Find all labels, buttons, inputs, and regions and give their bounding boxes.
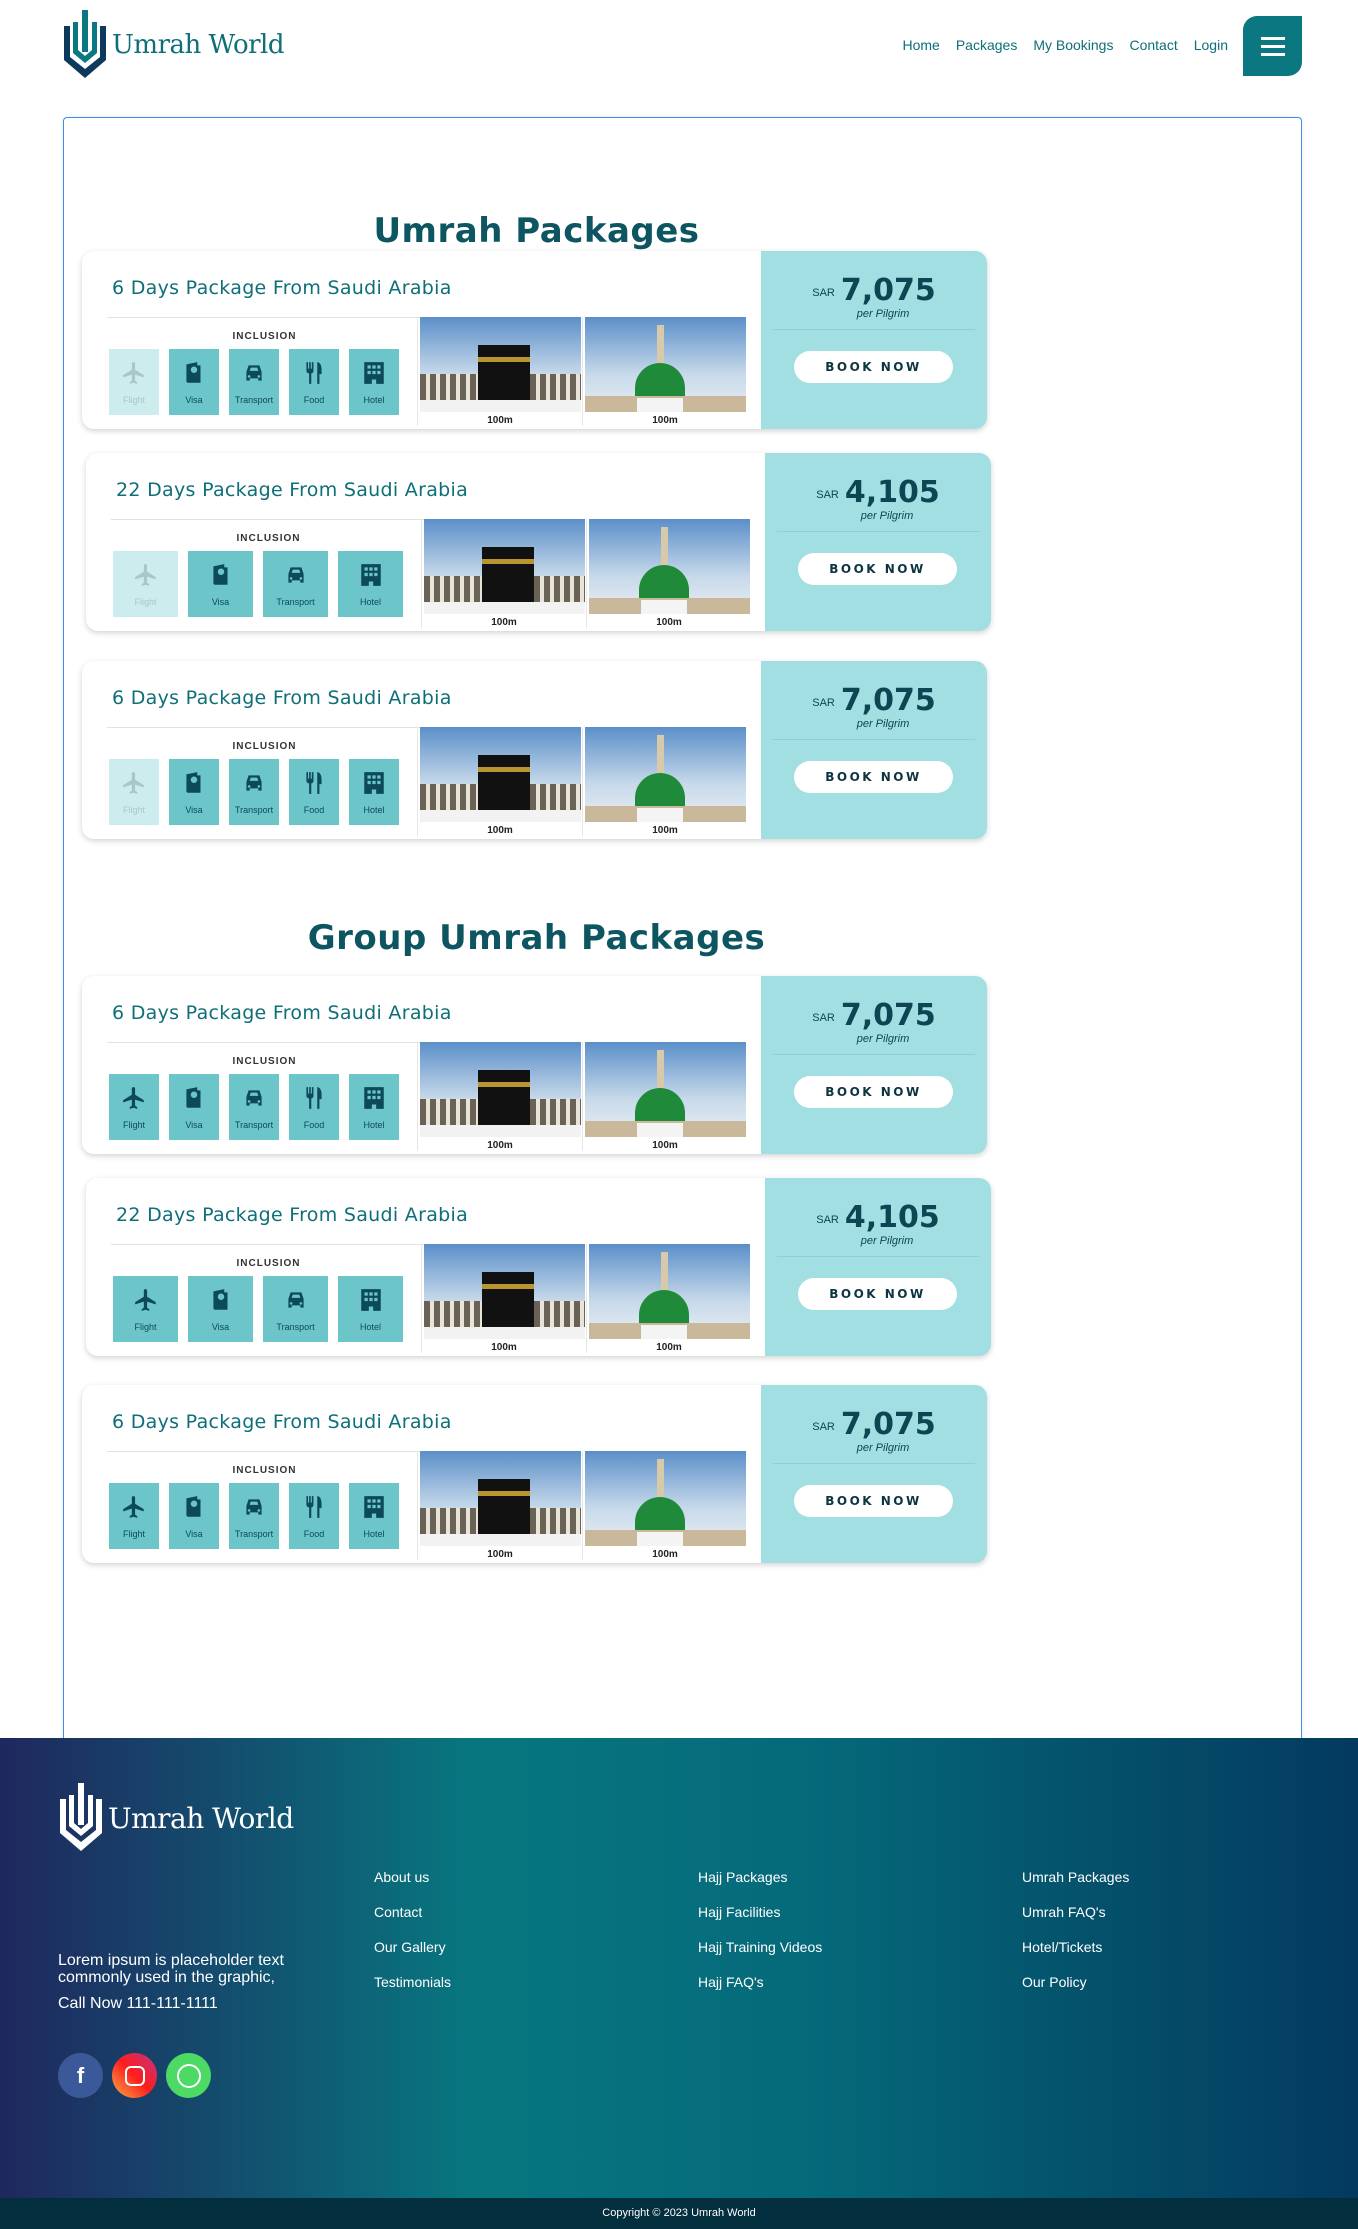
- price-divider: [773, 739, 975, 740]
- prophets-mosque-image: [585, 1451, 746, 1546]
- inclusion-food: [289, 759, 339, 825]
- price-row: [761, 998, 987, 1033]
- kaaba-image-box: [417, 317, 582, 426]
- inclusion-tiles: [109, 349, 399, 415]
- inclusion-tiles: [113, 1276, 403, 1342]
- site-footer: [0, 1738, 1358, 2198]
- price-row: [765, 1200, 991, 1235]
- inclusion-label-text: Transport: [276, 1321, 315, 1332]
- distance-label: 100m: [487, 825, 513, 836]
- facebook-icon[interactable]: f: [58, 2053, 103, 2098]
- car-icon: [241, 1494, 267, 1525]
- footer-link-hajj-training[interactable]: Hajj Training Videos: [698, 1939, 823, 1955]
- distance-label: 100m: [487, 1549, 513, 1560]
- brand-logo[interactable]: [62, 10, 284, 80]
- inclusion-hotel: [349, 349, 399, 415]
- price-amount: 4,105: [844, 475, 940, 510]
- inclusion-label-text: Visa: [185, 394, 203, 405]
- inclusion-label-text: Food: [303, 1119, 325, 1130]
- footer-link-hajj-faqs[interactable]: Hajj FAQ's: [698, 1974, 764, 1990]
- inclusion-label: INCLUSION: [232, 1465, 297, 1476]
- inclusion-label-text: Hotel: [359, 1321, 381, 1332]
- distance-label: 100m: [487, 415, 513, 426]
- inclusion-label-text: Visa: [211, 1321, 230, 1332]
- inclusion-label-text: Visa: [211, 596, 230, 607]
- price-row: [765, 475, 991, 510]
- footer-link-contact[interactable]: Contact: [374, 1904, 423, 1920]
- inclusion-tiles: [109, 1483, 399, 1549]
- inclusion-hotel: [349, 1074, 399, 1140]
- inclusion-label-text: Visa: [185, 804, 203, 815]
- inclusion-label-text: Hotel: [363, 804, 385, 815]
- hamburger-icon-bar: [1261, 45, 1285, 48]
- inclusion-tiles: [109, 759, 399, 825]
- inclusion-visa: [169, 1483, 219, 1549]
- footer-link-gallery[interactable]: Our Gallery: [374, 1939, 446, 1955]
- location-images: [421, 1244, 751, 1353]
- footer-description: Lorem ipsum is placeholder text commonly used in the graphic,: [58, 1952, 284, 1986]
- inclusion-hotel: [349, 759, 399, 825]
- inclusion-transport: [263, 551, 328, 617]
- inclusion-transport: [263, 1276, 328, 1342]
- package-title[interactable]: 6 Days Package From Saudi Arabia: [112, 687, 452, 709]
- price-panel: [761, 661, 987, 839]
- brand-name: Umrah World: [112, 30, 285, 60]
- plane-icon: [133, 562, 159, 593]
- package-title[interactable]: 6 Days Package From Saudi Arabia: [112, 277, 452, 299]
- passport-icon: [208, 562, 234, 593]
- inclusion-label-text: Food: [303, 394, 325, 405]
- prophets-mosque-image-box: [586, 519, 751, 628]
- hotel-icon: [358, 1287, 384, 1318]
- location-images: [417, 1451, 747, 1560]
- inclusion-label-text: Visa: [185, 1528, 203, 1539]
- kaaba-image-box: [417, 1042, 582, 1151]
- location-images: [417, 1042, 747, 1151]
- hotel-icon: [361, 360, 387, 391]
- price-unit: per Pilgrim: [856, 1442, 910, 1454]
- passport-icon: [181, 1085, 207, 1116]
- inclusion-food: [289, 1483, 339, 1549]
- footer-phone[interactable]: Call Now 111-111-1111: [58, 1995, 218, 2012]
- kaaba-image: [420, 1451, 581, 1546]
- price-panel: [765, 1178, 991, 1356]
- inclusion-label-text: Food: [303, 1528, 325, 1539]
- price-amount: 7,075: [840, 998, 936, 1033]
- inclusion-flight: [113, 551, 178, 617]
- inclusion-hotel: [338, 551, 403, 617]
- kaaba-image: [424, 519, 585, 614]
- kaaba-image: [420, 317, 581, 412]
- fork-knife-icon: [301, 770, 327, 801]
- inclusion-label-text: Transport: [234, 1119, 274, 1130]
- inclusion-flight: [113, 1276, 178, 1342]
- inclusion-hotel: [349, 1483, 399, 1549]
- package-card: [86, 1178, 991, 1356]
- price-divider: [773, 1463, 975, 1464]
- kaaba-image: [420, 727, 581, 822]
- menu-button[interactable]: [1243, 16, 1302, 76]
- distance-label: 100m: [487, 1140, 513, 1151]
- prophets-mosque-image-box: [586, 1244, 751, 1353]
- inclusion-transport: [229, 1483, 279, 1549]
- passport-icon: [181, 770, 207, 801]
- distance-label: 100m: [656, 617, 682, 628]
- package-card: [82, 1385, 987, 1563]
- price-unit: per Pilgrim: [856, 1033, 910, 1045]
- footer-link-policy[interactable]: Our Policy: [1022, 1974, 1087, 1990]
- footer-column-1: [374, 1868, 451, 1991]
- car-icon: [241, 360, 267, 391]
- price-divider: [773, 329, 975, 330]
- footer-link-umrah-faqs[interactable]: Umrah FAQ's: [1022, 1904, 1106, 1920]
- kaaba-image: [420, 1042, 581, 1137]
- prophets-mosque-image-box: [582, 1042, 747, 1151]
- location-images: [417, 727, 747, 836]
- prophets-mosque-image-box: [582, 727, 747, 836]
- footer-link-hajj-facilities[interactable]: Hajj Facilities: [698, 1904, 781, 1920]
- prophets-mosque-image: [589, 519, 750, 614]
- car-icon: [283, 562, 309, 593]
- distance-label: 100m: [652, 825, 678, 836]
- inclusion-label-text: Flight: [134, 596, 157, 607]
- inclusion-transport: [229, 1074, 279, 1140]
- hotel-icon: [361, 1085, 387, 1116]
- book-now-button[interactable]: BOOK NOW: [794, 351, 953, 383]
- plane-icon: [121, 1494, 147, 1525]
- price-panel: [765, 453, 991, 631]
- inclusion-tiles: [113, 551, 403, 617]
- currency: SAR: [812, 697, 835, 709]
- plane-icon: [133, 1287, 159, 1318]
- prophets-mosque-image: [585, 727, 746, 822]
- footer-logo[interactable]: [58, 1782, 294, 1854]
- inclusion-label-text: Flight: [122, 1528, 145, 1539]
- inclusion-label-text: Visa: [185, 1119, 203, 1130]
- nav-packages[interactable]: Packages: [955, 37, 1018, 53]
- price-amount: 7,075: [840, 273, 936, 308]
- passport-icon: [181, 1494, 207, 1525]
- car-icon: [283, 1287, 309, 1318]
- inclusion-tiles: [109, 1074, 399, 1140]
- car-icon: [241, 770, 267, 801]
- prophets-mosque-image: [585, 317, 746, 412]
- kaaba-image-box: [421, 1244, 586, 1353]
- price-panel: [761, 1385, 987, 1563]
- footer-link-testimonials[interactable]: Testimonials: [374, 1974, 452, 1990]
- hotel-icon: [358, 562, 384, 593]
- fork-knife-icon: [301, 1494, 327, 1525]
- footer-link-hotel-tickets[interactable]: Hotel/Tickets: [1022, 1939, 1103, 1955]
- inclusion-label-text: Flight: [134, 1321, 157, 1332]
- price-panel: [761, 251, 987, 429]
- price-unit: per Pilgrim: [860, 1235, 914, 1247]
- currency: SAR: [812, 287, 835, 299]
- main-nav: [902, 37, 1228, 53]
- inclusion-food: [289, 1074, 339, 1140]
- nav-my-bookings[interactable]: My Bookings: [1033, 37, 1114, 53]
- price-panel: [761, 976, 987, 1154]
- logo-icon: [58, 1782, 104, 1854]
- inclusion-flight: [109, 1483, 159, 1549]
- nav-home[interactable]: Home: [902, 37, 940, 53]
- section-title: Group Umrah Packages: [307, 918, 766, 958]
- package-title[interactable]: 22 Days Package From Saudi Arabia: [116, 479, 469, 501]
- inclusion-label-text: Food: [303, 804, 325, 815]
- kaaba-image-box: [417, 1451, 582, 1560]
- inclusion-flight: [109, 759, 159, 825]
- distance-label: 100m: [652, 1549, 678, 1560]
- location-images: [421, 519, 751, 628]
- hotel-icon: [361, 1494, 387, 1525]
- price-row: [761, 1407, 987, 1442]
- package-title[interactable]: 22 Days Package From Saudi Arabia: [116, 1204, 469, 1226]
- inclusion-label-text: Transport: [234, 804, 274, 815]
- inclusion-flight: [109, 1074, 159, 1140]
- price-divider: [777, 1256, 979, 1257]
- inclusion-visa: [169, 1074, 219, 1140]
- package-title[interactable]: 6 Days Package From Saudi Arabia: [112, 1002, 452, 1024]
- fork-knife-icon: [301, 360, 327, 391]
- inclusion-label: INCLUSION: [232, 331, 297, 342]
- inclusion-label: INCLUSION: [232, 741, 297, 752]
- packages-container: [63, 117, 1302, 1742]
- package-card: [82, 251, 987, 429]
- whatsapp-icon[interactable]: [166, 2053, 211, 2098]
- footer-brand-name: Umrah World: [108, 1801, 294, 1835]
- inclusion-label: INCLUSION: [236, 1258, 301, 1269]
- instagram-icon[interactable]: [112, 2053, 157, 2098]
- inclusion-visa: [169, 759, 219, 825]
- prophets-mosque-image-box: [582, 1451, 747, 1560]
- footer-link-hajj-packages[interactable]: Hajj Packages: [698, 1869, 788, 1885]
- price-row: [761, 683, 987, 718]
- hotel-icon: [361, 770, 387, 801]
- price-amount: 7,075: [840, 1407, 936, 1442]
- inclusion-visa: [169, 349, 219, 415]
- prophets-mosque-image: [585, 1042, 746, 1137]
- inclusion-label-text: Flight: [122, 394, 145, 405]
- book-now-button[interactable]: BOOK NOW: [798, 1278, 957, 1310]
- car-icon: [241, 1085, 267, 1116]
- inclusion-label-text: Flight: [122, 804, 145, 815]
- currency: SAR: [816, 489, 839, 501]
- price-unit: per Pilgrim: [860, 510, 914, 522]
- price-row: [761, 273, 987, 308]
- prophets-mosque-image-box: [582, 317, 747, 426]
- book-now-button[interactable]: BOOK NOW: [794, 761, 953, 793]
- inclusion-label-text: Hotel: [363, 1119, 385, 1130]
- social-links: [58, 2053, 211, 2098]
- location-images: [417, 317, 747, 426]
- footer-column-2: [698, 1868, 822, 1991]
- package-title[interactable]: 6 Days Package From Saudi Arabia: [112, 1411, 452, 1433]
- price-divider: [777, 531, 979, 532]
- price-unit: per Pilgrim: [856, 308, 910, 320]
- passport-icon: [208, 1287, 234, 1318]
- nav-login[interactable]: Login: [1193, 37, 1228, 53]
- nav-contact[interactable]: Contact: [1129, 37, 1178, 53]
- prophets-mosque-image: [589, 1244, 750, 1339]
- package-card: [86, 453, 991, 631]
- price-divider: [773, 1054, 975, 1055]
- section-title: Umrah Packages: [373, 211, 700, 251]
- plane-icon: [121, 360, 147, 391]
- fork-knife-icon: [301, 1085, 327, 1116]
- inclusion-label: INCLUSION: [232, 1056, 297, 1067]
- site-header: [0, 0, 1358, 100]
- inclusion-transport: [229, 349, 279, 415]
- footer-link-about[interactable]: About us: [374, 1869, 430, 1885]
- currency: SAR: [812, 1012, 835, 1024]
- logo-icon: [62, 10, 108, 80]
- inclusion-label-text: Transport: [234, 394, 274, 405]
- currency: SAR: [812, 1421, 835, 1433]
- book-now-button[interactable]: BOOK NOW: [794, 1485, 953, 1517]
- distance-label: 100m: [656, 1342, 682, 1353]
- inclusion-label-text: Transport: [234, 1528, 274, 1539]
- price-amount: 7,075: [840, 683, 936, 718]
- kaaba-image: [424, 1244, 585, 1339]
- hamburger-icon: [1261, 37, 1285, 40]
- inclusion-visa: [188, 551, 253, 617]
- price-unit: per Pilgrim: [856, 718, 910, 730]
- inclusion-label: INCLUSION: [236, 533, 301, 544]
- currency: SAR: [816, 1214, 839, 1226]
- distance-label: 100m: [491, 1342, 517, 1353]
- hamburger-icon-bar: [1261, 53, 1285, 56]
- kaaba-image-box: [417, 727, 582, 836]
- footer-link-umrah-packages[interactable]: Umrah Packages: [1022, 1869, 1130, 1885]
- footer-column-3: [1022, 1868, 1129, 1991]
- inclusion-flight: [109, 349, 159, 415]
- copyright: Copyright © 2023 Umrah World: [0, 2198, 1358, 2229]
- plane-icon: [121, 1085, 147, 1116]
- book-now-button[interactable]: BOOK NOW: [798, 553, 957, 585]
- inclusion-label-text: Hotel: [359, 596, 381, 607]
- inclusion-label-text: Hotel: [363, 1528, 385, 1539]
- inclusion-food: [289, 349, 339, 415]
- inclusion-transport: [229, 759, 279, 825]
- distance-label: 100m: [652, 415, 678, 426]
- distance-label: 100m: [652, 1140, 678, 1151]
- passport-icon: [181, 360, 207, 391]
- inclusion-label-text: Hotel: [363, 394, 385, 405]
- package-card: [82, 976, 987, 1154]
- kaaba-image-box: [421, 519, 586, 628]
- inclusion-label-text: Flight: [122, 1119, 145, 1130]
- plane-icon: [121, 770, 147, 801]
- inclusion-label-text: Transport: [276, 596, 315, 607]
- distance-label: 100m: [491, 617, 517, 628]
- book-now-button[interactable]: BOOK NOW: [794, 1076, 953, 1108]
- inclusion-visa: [188, 1276, 253, 1342]
- price-amount: 4,105: [844, 1200, 940, 1235]
- package-card: [82, 661, 987, 839]
- inclusion-hotel: [338, 1276, 403, 1342]
